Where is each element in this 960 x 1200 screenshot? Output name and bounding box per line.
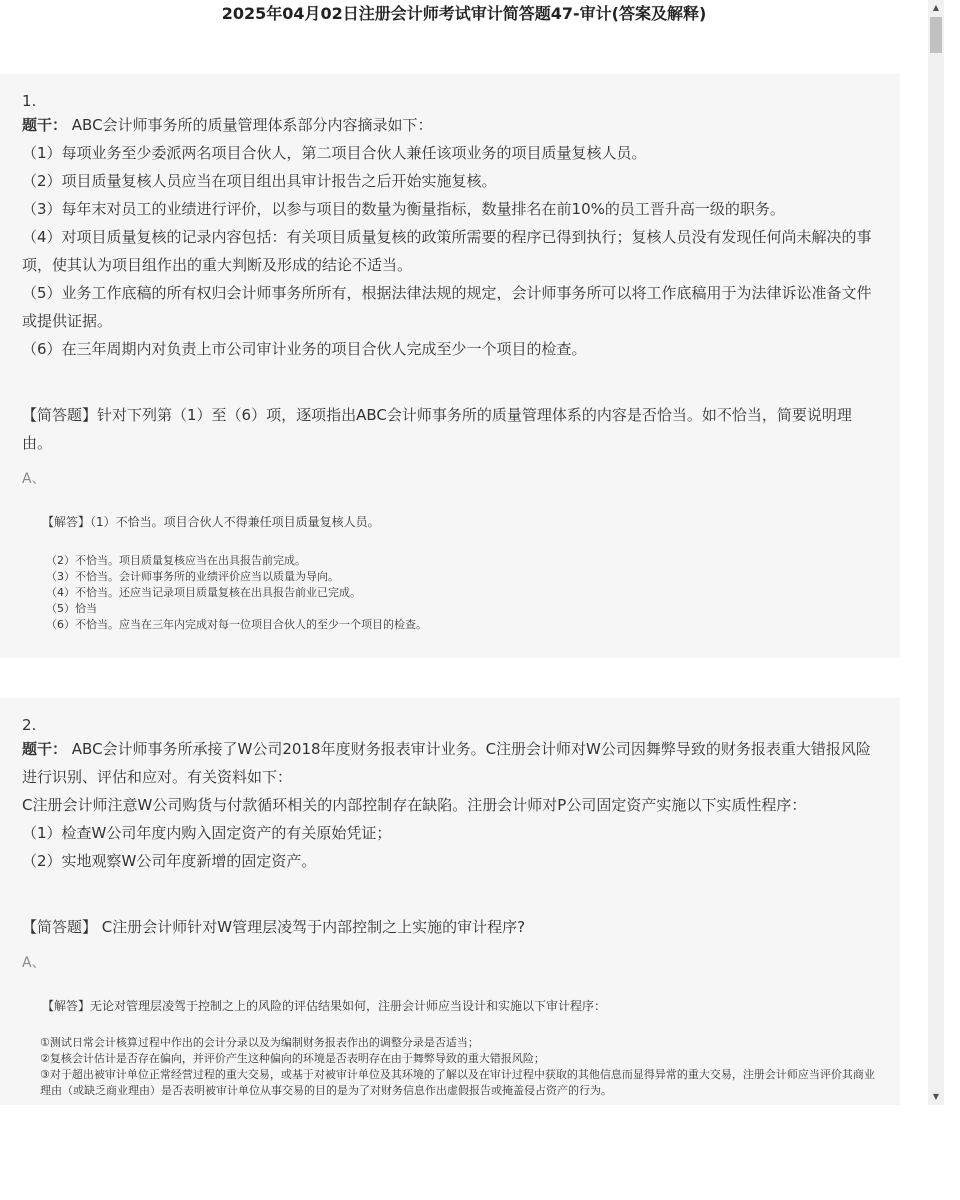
stem-intro: ABC会计师事务所的质量管理体系部分内容摘录如下： [71,116,433,134]
answer-item: ①测试日常会计核算过程中作出的会计分录以及为编制财务报表作出的调整分录是否适当； [40,1036,479,1049]
question-card [0,74,900,658]
stem-line: （3）每年末对员工的业绩进行评价，以参与项目的数量为衡量指标，数量排名在前10%的员工晋升高一级的职务。 [22,200,785,218]
answer-item: （2）不恰当。项目质量复核应当在出具报告前完成。 [46,554,306,567]
answer-item: ③对于超出被审计单位正常经营过程的重大交易，或基于对被审计单位及其环境的了解以及在审计过程中获取的其他信息而显得异常的重大交易，注册会计师应当评价其商业理由（或缺乏商业理由）是否表明被审计单位从事交易的目的是为了对财务信息作出虚假报告或掩盖侵占资产的行为。 [40,1068,875,1097]
question-stem [22,735,878,791]
stem-line: （2）项目质量复核人员应当在项目组出具审计报告之后开始实施复核。 [22,172,497,190]
answer-item: ②复核会计估计是否存在偏向，并评价产生这种偏向的环境是否表明存在由于舞弊导致的重大错报风险； [40,1052,545,1065]
question-number: 2. [22,716,37,734]
scroll-up-arrow-icon[interactable]: ▲ [932,3,940,12]
stem-intro: ABC会计师事务所承接了W公司2018年度财务报表审计业务。C注册会计师对W公司因舞弊导致的财务报表重大错报风险进行识别、评估和应对。有关资料如下： [22,740,871,786]
stem-line: （5）业务工作底稿的所有权归会计师事务所所有，根据法律法规的规定，会计师事务所可以将工作底稿用于为法律诉讼准备文件或提供证据。 [22,284,872,330]
stem-label: 题干： [22,740,68,758]
stem-label: 题干： [22,116,68,134]
answer-list [22,553,878,633]
stem-line: （2）实地观察W公司年度新增的固定资产。 [22,852,317,870]
option-label: A、 [22,471,46,487]
scrollbar-thumb[interactable] [930,17,942,53]
stem-line: （4）对项目质量复核的记录内容包括：有关项目质量复核的政策所需要的程序已得到执行；复核人员没有发现任何尚未解决的事项，使其认为项目组作出的重大判断及形成的结论不适当。 [22,228,872,274]
stem-line: （1）每项业务至少委派两名项目合伙人，第二项目合伙人兼任该项业务的项目质量复核人员。 [22,144,647,162]
answer-list [22,1035,878,1099]
stem-line: （6）在三年周期内对负责上市公司审计业务的项目合伙人完成至少一个项目的检查。 [22,340,587,358]
option-label: A、 [22,955,46,971]
page-title: 2025年04月02日注册会计师考试审计简答题47-审计(答案及解释) [221,4,707,23]
answer-heading: 【解答】无论对管理层凌驾于控制之上的风险的评估结果如何，注册会计师应当设计和实施以下审计程序： [42,999,607,1013]
question-stem [22,111,878,139]
answer-item: （5）恰当 [46,602,97,615]
answer-item: （6）不恰当。应当在三年内完成对每一位项目合伙人的至少一个项目的检查。 [46,618,427,631]
answer-item: （3）不恰当。会计师事务所的业绩评价应当以质量为导向。 [46,570,339,583]
short-answer-question: 【简答题】针对下列第（1）至（6）项，逐项指出ABC会计师事务所的质量管理体系的内容是否恰当。如不恰当，简要说明理由。 [22,406,852,452]
question-card [0,698,900,1105]
vertical-scrollbar[interactable] [928,0,944,1105]
answer-item: （4）不恰当。还应当记录项目质量复核在出具报告前业已完成。 [46,586,361,599]
scroll-down-arrow-icon[interactable]: ▼ [932,1092,940,1101]
stem-line: C注册会计师注意W公司购货与付款循环相关的内部控制存在缺陷。注册会计师对P公司固定资产实施以下实质性程序： [22,796,807,814]
stem-line: （1）检查W公司年度内购入固定资产的有关原始凭证； [22,824,392,842]
short-answer-question: 【简答题】 C注册会计师针对W管理层凌驾于内部控制之上实施的审计程序? [22,918,526,936]
question-number: 1. [22,92,37,110]
answer-heading: 【解答】（1）不恰当。项目合伙人不得兼任项目质量复核人员。 [42,515,380,529]
